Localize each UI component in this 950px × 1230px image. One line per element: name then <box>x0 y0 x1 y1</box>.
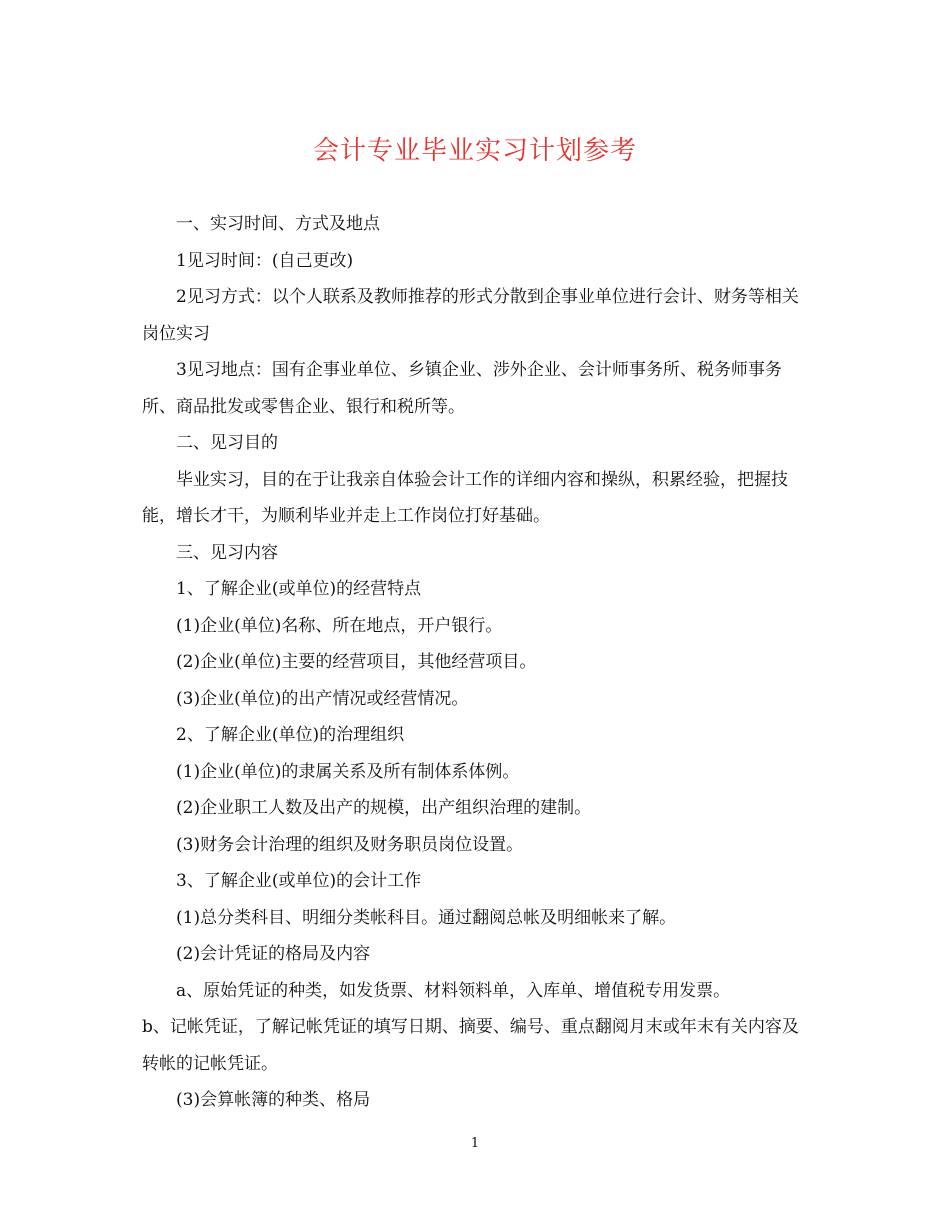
section-heading-2: 二、见习目的 <box>176 433 278 453</box>
list-item: (2)企业职工人数及出产的规模，出产组织治理的建制。 <box>176 798 592 818</box>
list-item: b、记帐凭证，了解记帐凭证的填写日期、摘要、编号、重点翻阅月末或年末有关内容及转帐的记帐凭证。 <box>142 1017 799 1074</box>
list-item: (1)企业(单位)名称、所在地点，开户银行。 <box>176 615 503 636</box>
list-item: (1)总分类科目、明细分类帐科目。通过翻阅总帐及明细帐来了解。 <box>176 907 677 928</box>
subsection-heading: 1、了解企业(或单位)的经营特点 <box>176 579 422 599</box>
list-item: (3)企业(单位)的出产情况或经营情况。 <box>176 688 469 709</box>
list-item: a、原始凭证的种类，如发货票、材料领料单，入库单、增值税专用发票。 <box>176 980 731 1001</box>
subsection-heading: 2、了解企业(单位)的治理组织 <box>176 725 405 745</box>
subsection-heading: 3、了解企业(或单位)的会计工作 <box>176 871 422 891</box>
document-title: 会计专业毕业实习计划参考 <box>312 136 637 166</box>
paragraph: 3见习地点：国有企事业单位、乡镇企业、涉外企业、会计师事务所、税务师事务所、商品批发或零售企业、银行和税所等。 <box>142 360 782 417</box>
list-item: (2)会计凭证的格局及内容 <box>176 944 371 964</box>
document-body <box>142 206 810 1119</box>
list-item: (3)会算帐簿的种类、格局 <box>176 1090 371 1110</box>
section-heading-3: 三、见习内容 <box>176 542 278 563</box>
list-item: (2)企业(单位)主要的经营项目，其他经营项目。 <box>176 652 537 672</box>
section-heading-1: 一、实习时间、方式及地点 <box>176 214 380 234</box>
paragraph: 毕业实习，目的在于让我亲自体验会计工作的详细内容和操纵，积累经验，把握技能，增长才干，为顺利毕业并走上工作岗位打好基础。 <box>142 469 788 526</box>
list-item: (1)企业(单位)的隶属关系及所有制体系体例。 <box>176 761 520 782</box>
paragraph: 2见习方式：以个人联系及教师推荐的形式分散到企事业单位进行会计、财务等相关岗位实习 <box>142 287 799 344</box>
paragraph: 1见习时间：(自己更改) <box>176 250 354 271</box>
page-number: 1 <box>470 1136 480 1151</box>
list-item: (3)财务会计治理的组织及财务职员岗位设置。 <box>176 834 524 855</box>
